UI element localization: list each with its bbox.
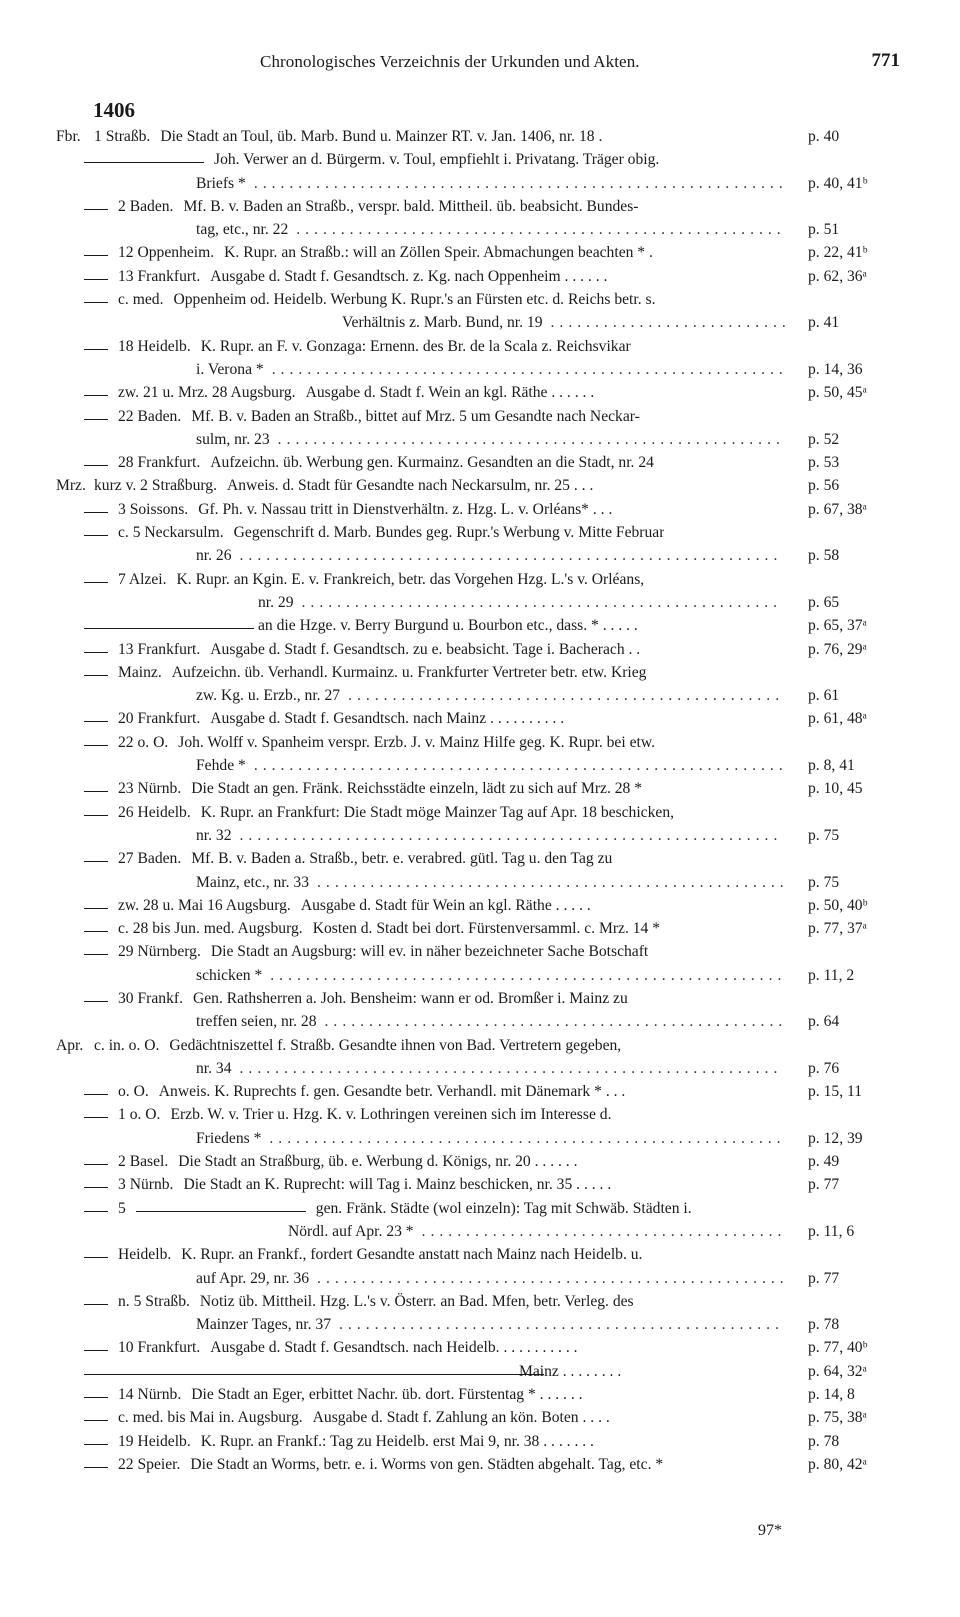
entry-date: 12 Oppenheim. <box>118 244 215 262</box>
entry-text: Ausgabe d. Stadt f. Gesandtsch. z. Kg. nach Oppenheim . . . . . . <box>210 267 608 285</box>
entry-month: Apr. <box>56 1036 84 1054</box>
continuation-dash <box>84 1257 108 1258</box>
continuation-dash <box>84 582 108 583</box>
page-reference: p. 10, 45 <box>808 780 863 798</box>
entry-line <box>56 1173 916 1196</box>
entry-text: nr. 29 <box>258 593 294 611</box>
entry-text: Gf. Ph. v. Nassau tritt in Dienstverhältn. z. Hzg. L. v. Orléans* . . . <box>198 500 613 518</box>
dot-leader: .................................................... <box>324 1013 788 1031</box>
entry-line <box>56 1430 916 1453</box>
entry-line <box>56 195 916 218</box>
page-reference: p. 53 <box>808 454 840 472</box>
entry-line <box>56 521 916 544</box>
page-reference: p. 75 <box>808 873 840 891</box>
entry-date: 19 Heidelb. <box>118 1432 191 1450</box>
entry-line <box>56 614 916 637</box>
page-reference: p. 64 <box>808 1013 840 1031</box>
entry-line <box>56 405 916 428</box>
continuation-dash <box>84 209 108 210</box>
entry-text: Ausgabe d. Stadt f. Gesandtsch. nach Mainz . . . . . . . . . . <box>210 710 565 728</box>
entry-text: Briefs * <box>196 174 246 192</box>
entry-line <box>56 381 916 404</box>
entry-date: c. med. <box>118 291 164 309</box>
entry-text: K. Rupr. an Frankf.: Tag zu Heidelb. erst Mai 9, nr. 38 . . . . . . . <box>200 1432 594 1450</box>
entry-text: auf Apr. 29, nr. 36 <box>196 1269 310 1287</box>
entry-text: Ausgabe d. Stadt f. Zahlung an kön. Boten . . . . <box>312 1409 610 1427</box>
entry-text: Verhältnis z. Marb. Bund, nr. 19 <box>342 314 543 332</box>
dot-leader: .......................................................... <box>270 966 787 984</box>
dot-leader: ....................................................... <box>296 221 786 239</box>
entry-date: 30 Frankf. <box>118 989 183 1007</box>
continuation-dash <box>84 675 108 676</box>
entry-date: 2 Basel. <box>118 1153 169 1171</box>
entry-date: 1 o. O. <box>118 1106 161 1124</box>
page-reference: p. 11, 2 <box>808 966 855 984</box>
dot-leader: .......................................................... <box>269 1129 786 1147</box>
entry-line <box>56 265 916 288</box>
page-reference: p. 14, 8 <box>808 1386 855 1404</box>
continuation-dash <box>84 954 108 955</box>
entry-line <box>56 1383 916 1406</box>
entry-line <box>56 754 916 777</box>
entry-line <box>56 1406 916 1429</box>
page-reference: p. 62, 36ᵃ <box>808 267 867 285</box>
entry-line <box>56 1197 916 1220</box>
continuation-dash <box>84 745 108 746</box>
entry-line <box>56 684 916 707</box>
entry-line <box>56 428 916 451</box>
entry-line <box>56 498 916 521</box>
entry-date: 3 Soissons. <box>118 500 189 518</box>
entry-date: Heidelb. <box>118 1246 172 1264</box>
entry-text: Kosten d. Stadt bei dort. Fürstenversamml. c. Mrz. 14 * <box>312 920 661 938</box>
entry-date: 18 Heidelb. <box>118 337 191 355</box>
dot-leader: ......................................... <box>421 1222 787 1240</box>
entry-text: Die Stadt an Toul, üb. Marb. Bund u. Mainzer RT. v. Jan. 1406, nr. 18 . <box>160 128 603 145</box>
entry-date: 13 Frankfurt. <box>118 267 201 285</box>
entry-text: Die Stadt an Augsburg: will ev. in näher bezeichneter Sache Botschaft <box>210 943 649 961</box>
continuation-dash <box>84 628 254 629</box>
entry-line <box>56 474 916 497</box>
page-reference: p. 50, 45ᵃ <box>808 384 867 402</box>
entry-line <box>56 940 916 963</box>
entry-text: Die Stadt an K. Ruprecht: will Tag i. Mainz beschicken, nr. 35 . . . . . <box>183 1176 612 1194</box>
entry-line <box>56 894 916 917</box>
entry-text: nr. 26 <box>196 547 232 565</box>
entry-line <box>56 544 916 567</box>
entry-line <box>56 568 916 591</box>
continuation-dash <box>84 652 108 653</box>
page-reference: p. 67, 38ᵃ <box>808 500 867 518</box>
entry-line <box>56 871 916 894</box>
page-reference: p. 50, 40ᵇ <box>808 896 868 914</box>
page-reference: p. 61 <box>808 687 840 705</box>
page-reference: p. 77, 37ᵃ <box>808 920 867 938</box>
entry-date: 7 Alzei. <box>118 570 167 588</box>
entry-line <box>56 358 916 381</box>
page-reference: p. 11, 6 <box>808 1222 855 1240</box>
entry-text: Ausgabe d. Stadt f. Gesandtsch. nach Heidelb. . . . . . . . . . . <box>210 1339 578 1357</box>
entry-text: Anweis. d. Stadt für Gesandte nach Neckarsulm, nr. 25 . . . <box>227 477 594 495</box>
dot-leader: ................................................. <box>348 687 785 705</box>
continuation-dash <box>84 721 108 722</box>
page-reference: p. 51 <box>808 221 840 239</box>
entry-line <box>56 451 916 474</box>
ditto-dash <box>136 1211 306 1212</box>
entry-text: Erzb. W. v. Trier u. Hzg. K. v. Lothringen vereinen sich im Interesse d. <box>170 1106 612 1124</box>
page-reference: p. 64, 32ᵃ <box>808 1362 867 1380</box>
dot-leader: ........................... <box>550 314 791 332</box>
entry-line <box>56 731 916 754</box>
entry-line <box>56 777 916 800</box>
entry-text: an die Hzge. v. Berry Burgund u. Bourbon etc., dass. * . . . . . <box>258 617 638 635</box>
entry-date: 10 Frankfurt. <box>118 1339 201 1357</box>
entry-text: K. Rupr. an Frankf., fordert Gesandte anstatt nach Mainz nach Heidelb. u. <box>181 1246 643 1264</box>
entry-line <box>56 1313 916 1336</box>
entry-date: 22 o. O. <box>118 733 169 751</box>
entry-date: 26 Heidelb. <box>118 803 191 821</box>
entry-date: 3 Nürnb. <box>118 1176 174 1194</box>
page-reference: p. 78 <box>808 1316 840 1334</box>
entry-date: 14 Nürnb. <box>118 1386 182 1404</box>
entry-line <box>56 1010 916 1033</box>
entry-line <box>56 801 916 824</box>
entry-line <box>56 1127 916 1150</box>
page-reference: p. 40, 41ᵇ <box>808 174 868 192</box>
entry-list <box>56 125 916 1476</box>
entry-text: Mf. B. v. Baden an Straßb., verspr. bald. Mittheil. üb. beabsicht. Bundes- <box>183 197 639 215</box>
continuation-dash <box>84 162 204 163</box>
entry-date: c. 5 Neckarsulm. <box>118 524 224 542</box>
page-number: 771 <box>871 50 900 71</box>
entry-date: 27 Baden. <box>118 850 182 868</box>
entry-line <box>56 241 916 264</box>
entry-line <box>56 1034 916 1057</box>
entry-month: Fbr. <box>56 128 81 145</box>
entry-text: K. Rupr. an Kgin. E. v. Frankreich, betr. das Vorgehen Hzg. L.'s v. Orléans, <box>176 570 645 588</box>
dot-leader: ..................................................... <box>317 1269 789 1287</box>
entry-date: 22 Baden. <box>118 407 182 425</box>
page-reference: p. 80, 42ᵃ <box>808 1455 867 1473</box>
entry-date: c. in. o. O. <box>94 1036 160 1054</box>
dot-leader: ..................................................... <box>317 873 789 891</box>
entry-text: treffen seien, nr. 28 <box>196 1013 317 1031</box>
entry-text: Notiz üb. Mittheil. Hzg. L.'s v. Österr. an Bad. Mfen, betr. Verleg. des <box>199 1292 634 1310</box>
entry-date: 23 Nürnb. <box>118 780 182 798</box>
continuation-dash <box>84 1094 108 1095</box>
continuation-dash <box>84 791 108 792</box>
entry-date: n. 5 Straßb. <box>118 1292 190 1310</box>
continuation-dash <box>84 908 108 909</box>
entry-line <box>56 707 916 730</box>
entry-line <box>56 987 916 1010</box>
entry-line <box>56 1057 916 1080</box>
entry-date: 2 Baden. <box>118 197 174 215</box>
entry-line <box>56 1453 916 1476</box>
entry-line <box>56 1267 916 1290</box>
entry-text: Anweis. K. Ruprechts f. gen. Gesandte betr. Verhandl. mit Dänemark * . . . <box>158 1083 626 1101</box>
entry-text: Fehde * <box>196 757 246 775</box>
continuation-dash <box>84 1420 108 1421</box>
page-reference: p. 22, 41ᵇ <box>808 244 868 262</box>
dot-leader: ............................................................. <box>239 547 783 565</box>
entry-text: nr. 32 <box>196 826 232 844</box>
entry-text: Mf. B. v. Baden a. Straßb., betr. e. verabred. gütl. Tag u. den Tag zu <box>191 850 613 868</box>
entry-text: K. Rupr. an Frankfurt: Die Stadt möge Mainzer Tag auf Apr. 18 beschicken, <box>200 803 675 821</box>
entry-line <box>56 1360 916 1383</box>
page-reference: p. 75 <box>808 826 840 844</box>
running-head: Chronologisches Verzeichnis der Urkunden und Akten. <box>260 52 640 71</box>
year-heading: 1406 <box>93 98 135 122</box>
entry-date: 13 Frankfurt. <box>118 640 201 658</box>
continuation-dash <box>84 861 108 862</box>
entry-text: Ausgabe d. Stadt f. Gesandtsch. zu e. beabsicht. Tage i. Bacherach . . <box>210 640 641 658</box>
entry-date: Mainz. <box>118 663 162 681</box>
entry-text: Aufzeichn. üb. Verhandl. Kurmainz. u. Frankfurter Vertreter betr. etw. Krieg <box>171 663 647 681</box>
entry-line <box>56 288 916 311</box>
entry-line <box>56 335 916 358</box>
entry-line <box>56 311 916 334</box>
entry-text: Gedächtniszettel f. Straßb. Gesandte ihnen von Bad. Vertretern gegeben, <box>169 1036 622 1054</box>
dot-leader: .......................................................... <box>271 360 788 378</box>
continuation-dash <box>84 1187 108 1188</box>
dot-leader: ............................................................ <box>253 757 788 775</box>
dot-leader: ............................................................ <box>253 174 788 192</box>
entry-text: Gen. Rathsherren a. Joh. Bensheim: wann er od. Bromßer i. Mainz zu <box>192 989 628 1007</box>
continuation-dash <box>84 931 108 932</box>
dot-leader: ...................................................... <box>301 593 783 611</box>
page-reference: p. 49 <box>808 1153 840 1171</box>
continuation-dash <box>84 302 108 303</box>
continuation-dash <box>84 255 108 256</box>
page-reference: p. 15, 11 <box>808 1083 862 1101</box>
entry-line <box>56 172 916 195</box>
entry-line <box>56 591 916 614</box>
entry-date: 28 Frankfurt. <box>118 454 201 472</box>
entry-line <box>56 148 916 171</box>
continuation-dash <box>84 279 108 280</box>
entry-text: Mf. B. v. Baden an Straßb., bittet auf Mrz. 5 um Gesandte nach Neckar- <box>191 407 640 425</box>
continuation-dash <box>84 1374 544 1375</box>
continuation-dash <box>84 419 108 420</box>
entry-line <box>56 964 916 987</box>
entry-text: Ausgabe d. Stadt f. Wein an kgl. Räthe . . . . . . <box>305 384 595 402</box>
entry-date: 22 Speier. <box>118 1455 181 1473</box>
entry-line <box>56 661 916 684</box>
continuation-dash <box>84 1467 108 1468</box>
continuation-dash <box>84 465 108 466</box>
page-reference: p. 40 <box>808 128 840 145</box>
continuation-dash <box>84 1211 108 1212</box>
entry-line <box>56 847 916 870</box>
page-reference: p. 56 <box>808 477 840 495</box>
entry-date: zw. 21 u. Mrz. 28 Augsburg. <box>118 384 296 402</box>
entry-text: Die Stadt an Eger, erbittet Nachr. üb. dort. Fürstentag * . . . . . . <box>191 1386 583 1404</box>
entry-line <box>56 917 916 940</box>
continuation-dash <box>84 815 108 816</box>
entry-text: Die Stadt an Straßburg, üb. e. Werbung d. Königs, nr. 20 . . . . . . <box>178 1153 578 1171</box>
page-reference: p. 77 <box>808 1176 840 1194</box>
entry-line <box>56 1103 916 1126</box>
page-reference: p. 65 <box>808 593 840 611</box>
entry-text: Mainz . . . . . . . . <box>519 1362 622 1380</box>
continuation-dash <box>84 1117 108 1118</box>
entry-text: Gegenschrift d. Marb. Bundes geg. Rupr.'s Werbung v. Mitte Februar <box>233 524 665 542</box>
page-reference: p. 12, 39 <box>808 1129 863 1147</box>
page-reference: p. 77 <box>808 1269 840 1287</box>
entry-text: i. Verona * <box>196 360 264 378</box>
entry-text: Friedens * <box>196 1129 262 1147</box>
continuation-dash <box>84 1444 108 1445</box>
page-reference: p. 78 <box>808 1432 840 1450</box>
entry-text: Die Stadt an Worms, betr. e. i. Worms von gen. Städten abgehalt. Tag, etc. * <box>190 1455 664 1473</box>
entry-line <box>56 218 916 241</box>
entry-line <box>56 1243 916 1266</box>
entry-date: 5 <box>118 1199 126 1217</box>
page-reference: p. 61, 48ᵃ <box>808 710 867 728</box>
signature-mark: 97* <box>758 1522 782 1539</box>
entry-text: tag, etc., nr. 22 <box>196 221 289 239</box>
entry-text: Oppenheim od. Heidelb. Werbung K. Rupr.'s an Fürsten etc. d. Reichs betr. s. <box>173 291 656 309</box>
continuation-dash <box>84 512 108 513</box>
continuation-dash <box>84 535 108 536</box>
entry-text: Nördl. auf Apr. 23 * <box>288 1222 414 1240</box>
entry-line <box>56 1290 916 1313</box>
dot-leader: .................................................. <box>339 1316 784 1334</box>
entry-date: 1 Straßb. <box>94 128 151 145</box>
entry-month: Mrz. <box>56 477 86 495</box>
entry-date: 29 Nürnberg. <box>118 943 201 961</box>
page-reference: p. 76 <box>808 1059 840 1077</box>
entry-date: c. med. bis Mai in. Augsburg. <box>118 1409 303 1427</box>
continuation-dash <box>84 349 108 350</box>
entry-text: schicken * <box>196 966 263 984</box>
continuation-dash <box>84 1001 108 1002</box>
entry-date: zw. 28 u. Mai 16 Augsburg. <box>118 896 291 914</box>
page-reference: p. 76, 29ᵃ <box>808 640 867 658</box>
entry-date: c. 28 bis Jun. med. Augsburg. <box>118 920 303 938</box>
page-reference: p. 52 <box>808 430 840 448</box>
dot-leader: ......................................................... <box>277 430 785 448</box>
page-reference: p. 41 <box>808 314 840 332</box>
entry-text: K. Rupr. an F. v. Gonzaga: Ernenn. des Br. de la Scala z. Reichsvikar <box>200 337 631 355</box>
entry-line <box>56 125 916 148</box>
entry-text: sulm, nr. 23 <box>196 430 270 448</box>
continuation-dash <box>84 395 108 396</box>
entry-text: zw. Kg. u. Erzb., nr. 27 <box>196 687 341 705</box>
continuation-dash <box>84 1304 108 1305</box>
entry-line <box>56 1150 916 1173</box>
entry-text: gen. Fränk. Städte (wol einzeln): Tag mit Schwäb. Städten i. <box>315 1199 692 1217</box>
page-reference: p. 8, 41 <box>808 757 855 775</box>
dot-leader: ............................................................. <box>239 826 783 844</box>
entry-line <box>56 1080 916 1103</box>
entry-text: Joh. Wolff v. Spanheim verspr. Erzb. J. v. Mainz Hilfe geg. K. Rupr. bei etw. <box>178 733 655 751</box>
entry-line <box>56 1220 916 1243</box>
entry-text: Mainz, etc., nr. 33 <box>196 873 310 891</box>
continuation-dash <box>84 1397 108 1398</box>
entry-date: kurz v. 2 Straßburg. <box>94 477 217 495</box>
page-reference: p. 58 <box>808 547 840 565</box>
entry-text: Mainzer Tages, nr. 37 <box>196 1316 332 1334</box>
continuation-dash <box>84 1350 108 1351</box>
entry-line <box>56 638 916 661</box>
page-reference: p. 65, 37ᵃ <box>808 617 867 635</box>
entry-line <box>56 1336 916 1359</box>
entry-line <box>56 824 916 847</box>
entry-text: Joh. Verwer an d. Bürgerm. v. Toul, empfiehlt i. Privatang. Träger obig. <box>214 151 660 169</box>
page-reference: p. 14, 36 <box>808 360 863 378</box>
entry-date: 20 Frankfurt. <box>118 710 201 728</box>
page-reference: p. 77, 40ᵇ <box>808 1339 868 1357</box>
continuation-dash <box>84 1164 108 1165</box>
entry-text: Die Stadt an gen. Fränk. Reichsstädte einzeln, lädt zu sich auf Mrz. 28 * <box>191 780 643 798</box>
entry-date: o. O. <box>118 1083 149 1101</box>
entry-text: nr. 34 <box>196 1059 232 1077</box>
page-reference: p. 75, 38ᵃ <box>808 1409 867 1427</box>
dot-leader: ............................................................. <box>239 1059 783 1077</box>
entry-text: K. Rupr. an Straßb.: will an Zöllen Speir. Abmachungen beachten * . <box>224 244 653 262</box>
entry-text: Ausgabe d. Stadt für Wein an kgl. Räthe . . . . . <box>300 896 591 914</box>
entry-text: Aufzeichn. üb. Werbung gen. Kurmainz. Gesandten an die Stadt, nr. 24 <box>210 454 654 472</box>
